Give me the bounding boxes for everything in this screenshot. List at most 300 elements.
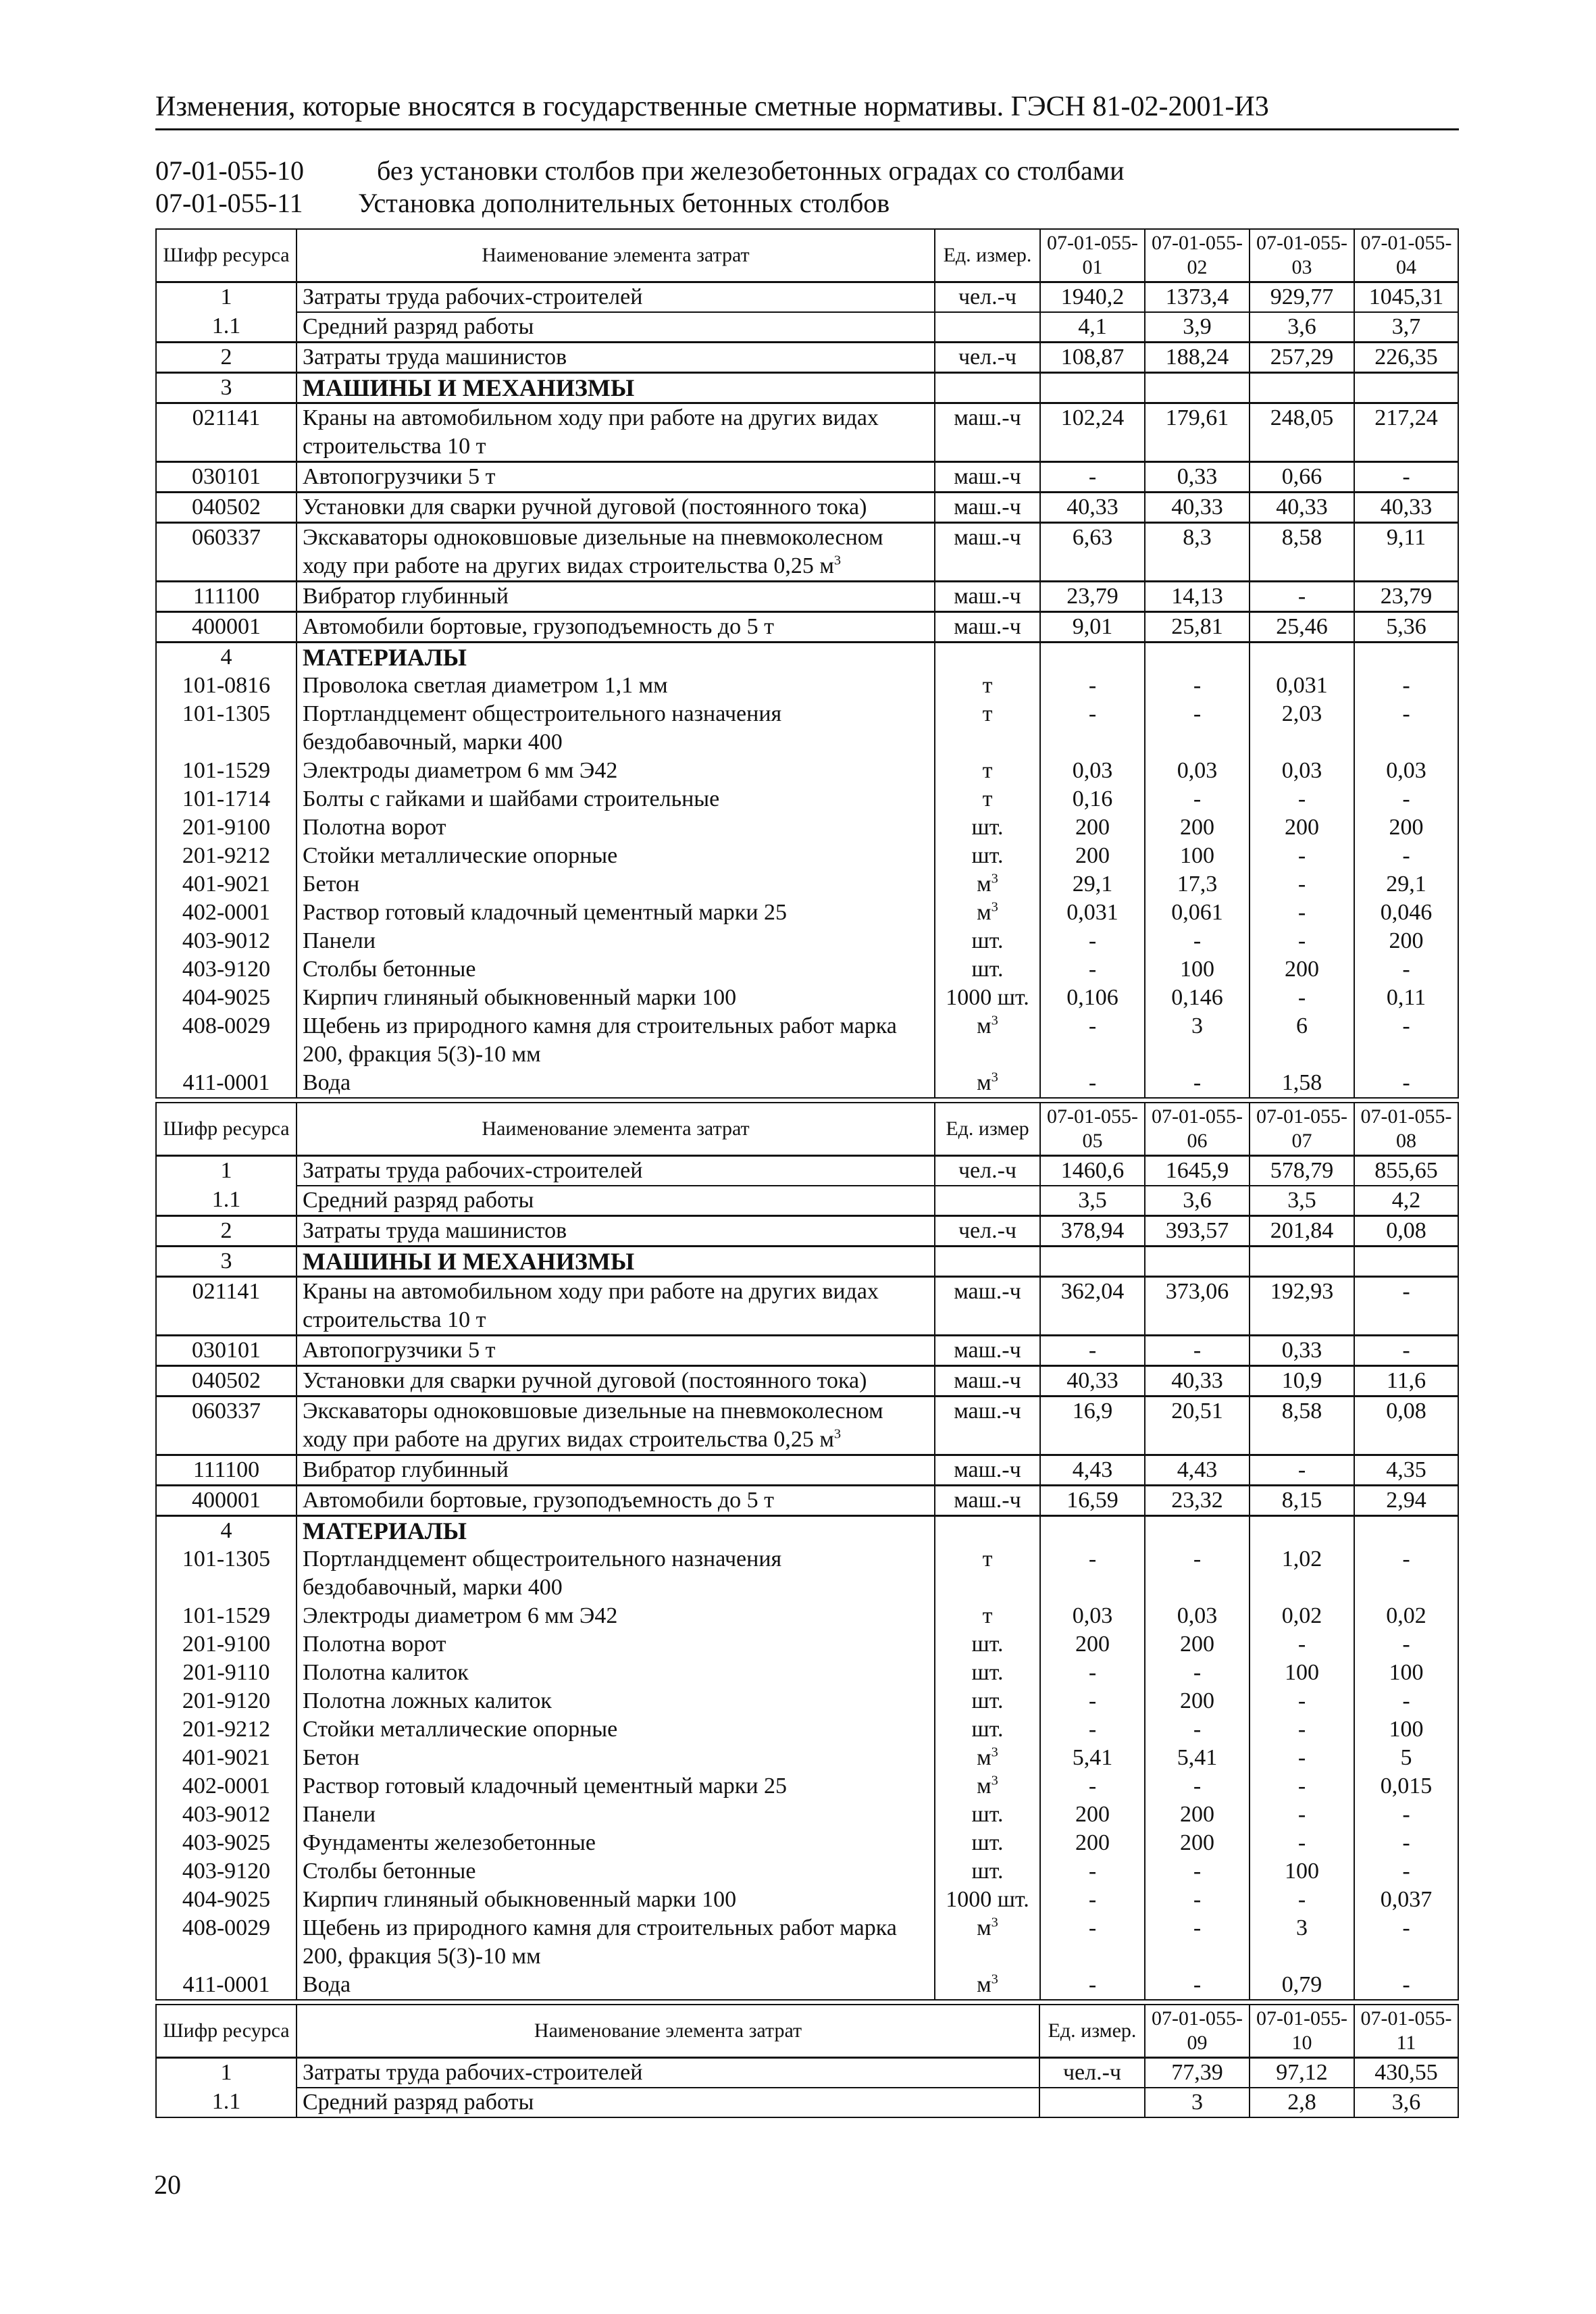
value-cell: 23,32 [1145,1485,1250,1515]
resource-name-text: Средний разряд работы [303,2089,534,2115]
value-cell [1145,1246,1250,1276]
value-cell: - [1145,785,1250,813]
value-cell: 40,33 [1145,1365,1250,1396]
unit-cell [935,1602,1040,1630]
resource-name [297,870,935,899]
unit-text: м [977,1013,992,1038]
resource-name-text: Кирпич глиняный обыкновенный марки 100 [303,1886,737,1912]
value-cell: - [1040,955,1145,984]
value-cell: 8,3 [1145,522,1250,581]
value-cell: - [1250,899,1354,927]
value-cell: 373,06 [1145,1276,1250,1335]
resource-name-text: Вибратор глубинный [303,583,509,609]
resource-name [297,1012,935,1069]
resource-name-text: МАШИНЫ И МЕХАНИЗМЫ [303,1247,635,1275]
value-cell: - [1354,842,1458,870]
unit-text: т [982,1546,993,1571]
unit-text: т [982,1603,993,1628]
table-row [156,312,1458,343]
unit-cell [935,1155,1040,1186]
unit-cell [935,785,1040,813]
unit-text: шт. [971,1801,1004,1827]
resource-code: 101-1305 [156,1545,297,1602]
resource-code: 402-0001 [156,899,297,927]
table-row [156,1215,1458,1246]
resource-code: 401-9021 [156,870,297,899]
resource-code: 408-0029 [156,1012,297,1069]
resource-name-text: Установки для сварки ручной дуговой (постоянного тока) [303,1367,867,1393]
value-cell: - [1250,1829,1354,1857]
value-cell: 25,46 [1250,611,1354,642]
column-header-norm: 07-01-055-07 [1250,1103,1354,1155]
table-row [156,1971,1458,2000]
value-cell: 578,79 [1250,1155,1354,1186]
unit-text: м [977,899,992,925]
resource-name-text: Затраты труда машинистов [303,344,567,370]
resource-name-text: Затраты труда рабочих-строителей [303,2059,643,2085]
unit-cell [935,1455,1040,1485]
unit-text: маш.-ч [954,494,1021,520]
column-header-norm: 07-01-055-03 [1250,229,1354,282]
unit-cell [935,1335,1040,1365]
value-cell: 0,66 [1250,461,1354,492]
table-row [156,700,1458,757]
value-cell: - [1040,1012,1145,1069]
resource-code: 2 [156,1215,297,1246]
column-header-unit: Ед. измер. [935,229,1040,282]
unit-cell [935,1772,1040,1801]
resource-name-text: Автомобили бортовые, грузоподъемность до 5 т [303,613,775,639]
unit-text: 1000 шт. [946,1886,1029,1912]
resource-name [297,813,935,842]
column-header-norm: 07-01-055-10 [1250,2005,1354,2057]
value-cell: - [1040,1069,1145,1098]
value-cell: 0,11 [1354,984,1458,1012]
resource-code: 201-9120 [156,1687,297,1715]
value-cell: - [1040,1545,1145,1602]
value-cell: 8,58 [1250,522,1354,581]
value-cell: 100 [1354,1715,1458,1744]
value-cell: 8,15 [1250,1485,1354,1515]
unit-cell [935,581,1040,611]
unit-text: маш.-ч [954,1367,1021,1393]
resource-name [297,1687,935,1715]
resource-name [297,1914,935,1971]
value-cell: 29,1 [1040,870,1145,899]
value-cell: 200 [1145,1687,1250,1715]
resource-code: 021141 [156,403,297,461]
resource-name [297,1659,935,1687]
column-header-code: Шифр ресурса [156,2005,297,2057]
resource-name-text: Болты с гайками и шайбами строительные [303,786,720,811]
value-cell: - [1250,1630,1354,1659]
value-cell: 0,79 [1250,1971,1354,2000]
value-cell: - [1040,1335,1145,1365]
value-cell: 5,41 [1040,1744,1145,1772]
value-cell: 40,33 [1040,492,1145,522]
page-number: 20 [154,2169,181,2200]
unit-text: т [982,757,993,783]
unit-text: чел.-ч [1062,2059,1122,2085]
value-cell: 1940,2 [1040,282,1145,312]
value-cell: 217,24 [1354,403,1458,461]
value-cell: - [1354,1630,1458,1659]
table-row [156,899,1458,927]
resource-name [297,2057,1039,2088]
table-row [156,581,1458,611]
unit-cell [935,842,1040,870]
unit-cell [935,1396,1040,1455]
value-cell: 393,57 [1145,1215,1250,1246]
resource-name [297,1186,935,1216]
value-cell: - [1145,1772,1250,1801]
resource-name-text: Щебень из природного камня для строительных работ марка 200, фракция 5(3)-10 мм [303,1013,897,1067]
resource-name-text: МАТЕРИАЛЫ [303,643,467,671]
unit-text: т [982,672,993,698]
unit-text: маш.-ч [954,524,1021,550]
resource-name [297,927,935,955]
value-cell: 23,79 [1040,581,1145,611]
value-cell: 4,35 [1354,1455,1458,1485]
value-cell: 855,65 [1354,1155,1458,1186]
resource-name-text: Столбы бетонные [303,1858,476,1884]
resource-table-1 [155,228,1459,1099]
value-cell: 200 [1040,842,1145,870]
value-cell: 0,02 [1354,1602,1458,1630]
unit-text: чел.-ч [958,284,1017,309]
unit-cell [935,757,1040,785]
value-cell: - [1040,1886,1145,1914]
table-row [156,642,1458,672]
unit-text: шт. [971,1659,1004,1685]
unit-cell [1039,2057,1145,2088]
value-cell: 16,59 [1040,1485,1145,1515]
unit-superscript: 3 [991,1013,998,1028]
resource-code: 060337 [156,522,297,581]
unit-cell [935,492,1040,522]
table-row [156,757,1458,785]
resource-name-text: Полотна ложных калиток [303,1688,552,1713]
unit-cell [935,282,1040,312]
value-cell: 0,106 [1040,984,1145,1012]
value-cell: 100 [1250,1659,1354,1687]
unit-cell [935,1801,1040,1829]
value-cell: 0,03 [1145,757,1250,785]
resource-code: 111100 [156,581,297,611]
resource-name [297,1545,935,1602]
value-cell: 29,1 [1354,870,1458,899]
value-cell: 192,93 [1250,1276,1354,1335]
resource-name-text: Установки для сварки ручной дуговой (постоянного тока) [303,494,867,520]
resource-name [297,1396,935,1455]
resource-name-text: Портландцемент общестроительного назначения бездобавочный, марки 400 [303,701,782,755]
value-cell: - [1145,927,1250,955]
resource-name [297,1971,935,2000]
value-cell: - [1040,1715,1145,1744]
table-row [156,611,1458,642]
table-row [156,1659,1458,1687]
column-header-name: Наименование элемента затрат [297,1103,935,1155]
unit-text: чел.-ч [958,1217,1017,1243]
resource-table-3 [155,2004,1459,2118]
table-row [156,1801,1458,1829]
unit-text: маш.-ч [954,1398,1021,1424]
resource-code: 1 [156,2057,297,2088]
column-header-norm: 07-01-055-09 [1145,2005,1250,2057]
table-row [156,1186,1458,1216]
resource-name [297,1829,935,1857]
table-row [156,1012,1458,1069]
value-cell: - [1145,672,1250,700]
unit-superscript: 3 [833,553,842,568]
resource-name [297,1744,935,1772]
resource-name-text: Автомобили бортовые, грузоподъемность до 5 т [303,1487,775,1513]
resource-code: 060337 [156,1396,297,1455]
table-row [156,1276,1458,1335]
resource-name-text: Панели [303,1801,376,1827]
unit-superscript: 3 [991,1915,998,1930]
unit-cell [935,372,1040,403]
resource-name [297,1886,935,1914]
resource-name-text: Щебень из природного камня для строительных работ марка 200, фракция 5(3)-10 мм [303,1915,897,1969]
value-cell: 0,046 [1354,899,1458,927]
resource-name-text: Электроды диаметром 6 мм Э42 [303,1603,618,1628]
section-heading [297,372,935,403]
value-cell: 20,51 [1145,1396,1250,1455]
value-cell: - [1354,1012,1458,1069]
resource-name [297,1485,935,1515]
value-cell: 3,9 [1145,312,1250,343]
unit-cell [935,1971,1040,2000]
value-cell: - [1040,700,1145,757]
table-row [156,492,1458,522]
column-header-code: Шифр ресурса [156,1103,297,1155]
resource-name [297,312,935,343]
resource-name [297,672,935,700]
unit-cell [935,672,1040,700]
value-cell: 2,03 [1250,700,1354,757]
value-cell: 40,33 [1354,492,1458,522]
resource-name-text: Краны на автомобильном ходу при работе на других видах строительства 10 т [303,405,879,459]
unit-cell [935,984,1040,1012]
resource-name [297,700,935,757]
unit-text: шт. [971,928,1004,953]
resource-name-text: Затраты труда рабочих-строителей [303,284,643,309]
value-cell: 0,03 [1250,757,1354,785]
unit-cell [935,1485,1040,1515]
unit-cell [935,870,1040,899]
resource-code: 401-9021 [156,1744,297,1772]
column-header-name: Наименование элемента затрат [297,229,935,282]
resource-name [297,1857,935,1886]
unit-cell [935,1857,1040,1886]
value-cell: 1373,4 [1145,282,1250,312]
resource-code: 4 [156,1515,297,1545]
resource-code: 404-9025 [156,1886,297,1914]
value-cell: 40,33 [1040,1365,1145,1396]
value-cell: 14,13 [1145,581,1250,611]
resource-name [297,611,935,642]
value-cell: 6,63 [1040,522,1145,581]
resource-name [297,1801,935,1829]
unit-text: шт. [971,842,1004,868]
column-header-name: Наименование элемента затрат [297,2005,1039,2057]
unit-cell [935,1365,1040,1396]
value-cell: 378,94 [1040,1215,1145,1246]
value-cell: 16,9 [1040,1396,1145,1455]
value-cell: 0,08 [1354,1215,1458,1246]
value-cell: - [1250,581,1354,611]
value-cell: 3,7 [1354,312,1458,343]
column-header-unit: Ед. измер. [1039,2005,1145,2057]
resource-code: 1.1 [156,2088,297,2117]
table-row [156,870,1458,899]
resource-code: 2 [156,342,297,372]
value-cell: 200 [1145,813,1250,842]
column-header-code: Шифр ресурса [156,229,297,282]
unit-text: шт. [971,1688,1004,1713]
resource-name [297,785,935,813]
unit-text: маш.-ч [954,1278,1021,1304]
resource-name [297,842,935,870]
value-cell: 4,43 [1145,1455,1250,1485]
resource-name-text: Полотна ворот [303,1631,446,1657]
resource-code: 3 [156,1246,297,1276]
value-cell: - [1040,461,1145,492]
resource-name [297,342,935,372]
value-cell: - [1040,1914,1145,1971]
unit-cell [935,1914,1040,1971]
value-cell: 200 [1250,955,1354,984]
unit-text: м [977,1971,992,1997]
value-cell [1354,1515,1458,1545]
value-cell: 2,94 [1354,1485,1458,1515]
resource-name-text: Краны на автомобильном ходу при работе на других видах строительства 10 т [303,1278,879,1332]
value-cell: - [1145,1971,1250,2000]
resource-name-text: МАТЕРИАЛЫ [303,1517,467,1544]
value-cell [1040,1246,1145,1276]
table-row [156,672,1458,700]
unit-text: чел.-ч [958,1157,1017,1183]
unit-cell [935,611,1040,642]
unit-superscript: 3 [991,899,998,915]
value-cell: 40,33 [1145,492,1250,522]
value-cell: 10,9 [1250,1365,1354,1396]
table-row [156,1857,1458,1886]
resource-name-text: Экскаваторы одноковшовые дизельные на пневмоколесном ходу при работе на других видах строительства 0,25 м [303,1398,883,1452]
table-row [156,1914,1458,1971]
table-row [156,785,1458,813]
value-cell: 40,33 [1250,492,1354,522]
resource-name [297,282,935,312]
resource-code: 3 [156,372,297,403]
unit-cell [935,1886,1040,1914]
unit-cell [1039,2088,1145,2117]
unit-cell [935,1687,1040,1715]
value-cell: 200 [1250,813,1354,842]
value-cell: - [1354,1857,1458,1886]
unit-text: шт. [971,1631,1004,1657]
resource-code: 201-9110 [156,1659,297,1687]
value-cell: - [1145,1659,1250,1687]
resource-name-text: Средний разряд работы [303,1187,534,1213]
unit-text: шт. [971,814,1004,840]
value-cell: 6 [1250,1012,1354,1069]
unit-cell [935,1069,1040,1098]
value-cell: 3,5 [1250,1186,1354,1216]
value-cell: 362,04 [1040,1276,1145,1335]
value-cell: 25,81 [1145,611,1250,642]
value-cell: 200 [1354,813,1458,842]
column-header-norm: 07-01-055-08 [1354,1103,1458,1155]
value-cell [1145,1515,1250,1545]
value-cell: - [1250,1715,1354,1744]
resource-code: 021141 [156,1276,297,1335]
table-row [156,1744,1458,1772]
value-cell: 200 [1040,1829,1145,1857]
value-cell: 97,12 [1250,2057,1354,2088]
resource-name [297,757,935,785]
unit-text: м [977,871,992,897]
value-cell: 3,6 [1250,312,1354,343]
unit-superscript: 3 [991,1773,998,1788]
value-cell: - [1040,1687,1145,1715]
resource-code: 1.1 [156,312,297,343]
resource-code: 403-9120 [156,1857,297,1886]
value-cell: 3,6 [1145,1186,1250,1216]
value-cell: 1645,9 [1145,1155,1250,1186]
resource-name-text: Бетон [303,871,360,897]
value-cell [1354,372,1458,403]
value-cell: - [1040,1772,1145,1801]
table-row [156,1829,1458,1857]
value-cell: - [1145,1335,1250,1365]
resource-code: 201-9212 [156,842,297,870]
value-cell: 1460,6 [1040,1155,1145,1186]
value-cell: 179,61 [1145,403,1250,461]
table-row [156,813,1458,842]
value-cell: - [1250,1687,1354,1715]
value-cell: 257,29 [1250,342,1354,372]
value-cell: - [1250,785,1354,813]
resource-name [297,1155,935,1186]
resource-name [297,984,935,1012]
value-cell: 8,58 [1250,1396,1354,1455]
value-cell [1354,1246,1458,1276]
value-cell: 0,33 [1145,461,1250,492]
unit-cell [935,403,1040,461]
unit-text: маш.-ч [954,583,1021,609]
value-cell: 5,36 [1354,611,1458,642]
resource-name-text: Столбы бетонные [303,956,476,982]
resource-name [297,1276,935,1335]
value-cell: 3 [1145,1012,1250,1069]
unit-text: т [982,701,993,726]
value-cell: 200 [1145,1801,1250,1829]
unit-superscript: 3 [833,1426,842,1442]
unit-cell [935,1744,1040,1772]
value-cell: 929,77 [1250,282,1354,312]
value-cell: 4,2 [1354,1186,1458,1216]
value-cell: - [1354,1829,1458,1857]
table-row [156,1630,1458,1659]
resource-name [297,899,935,927]
value-cell: 200 [1040,813,1145,842]
value-cell: 1,02 [1250,1545,1354,1602]
value-cell: 200 [1145,1630,1250,1659]
resource-name-text: Средний разряд работы [303,313,534,339]
value-cell: 77,39 [1145,2057,1250,2088]
